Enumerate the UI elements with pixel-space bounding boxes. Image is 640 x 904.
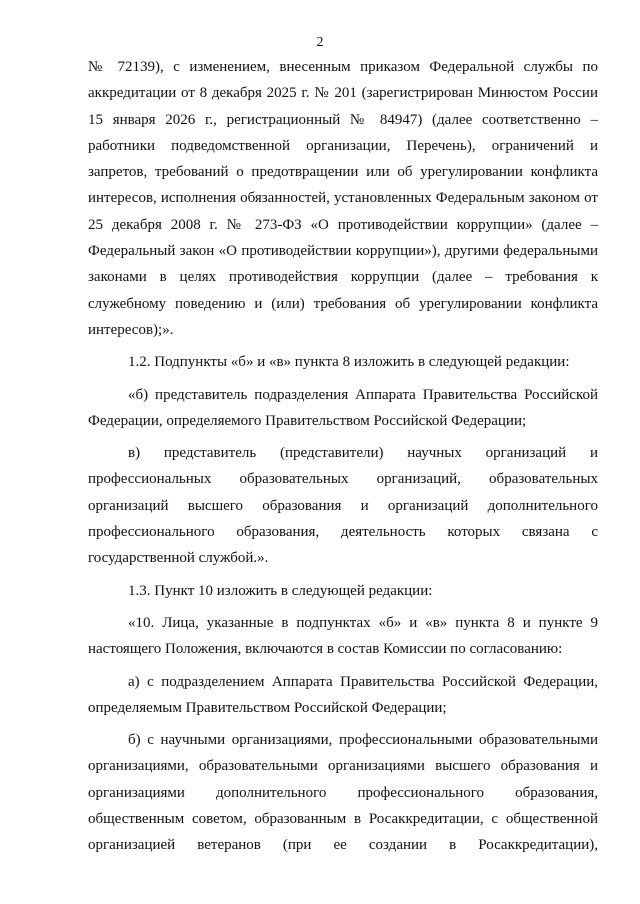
paragraph-point-10: «10. Лица, указанные в подпунктах «б» и «в» пункта 8 и пункте 9 настоящего Положения, включаются в состав Комиссии по согласованию: [88,614,598,658]
paragraph-continuation: № 72139), с изменением, внесенным приказом Федеральной службы по аккредитации от 8 декабря 2025 г. № 201 (зарегистрирован Минюстом России 15 января 2026 г., регистрационный № 84947) (далее соответственно – работники подведомственной организации, Перечень), ограничений и запретов, требований о предотвращении или об урегулировании конфликта интересов, исполнения обязанностей, установленных Федеральным законом от 25 декабря 2008 г. № 273-ФЗ «О противодействии коррупции» (далее – Федеральный закон «О противодействии коррупции»), другими федеральными законами в целях противодействия коррупции (далее – требования к служебному поведению и (или) требования об урегулировании конфликта интересов);». [88,59,598,338]
paragraph-subitem-v: в) представитель (представители) научных организаций и профессиональных образовательных организаций, образовательных организаций высшего образования и организаций дополнительного профессионального образования, деятельность которых связана с государственной службой.». [88,445,598,567]
paragraph-item-1-3: 1.3. Пункт 10 изложить в следующей редакции: [128,582,433,599]
paragraph-item-1-2: 1.2. Подпункты «б» и «в» пункта 8 изложить в следующей редакции: [128,354,570,371]
paragraph-point-10-b: б) с научными организациями, профессиональными образовательными организациями, образовательными организациями высшего образования и организациями дополнительного профессионального образования, общественным советом, образованным в Росаккредитации, с общественной организацией ветеранов (при ее создании в Росаккредитации), [88,732,598,854]
document-body [88,54,598,859]
paragraph-subitem-b: «б) представитель подразделения Аппарата Правительства Российской Федерации, определяемого Правительством Российской Федерации; [88,386,598,429]
page-number: 2 [316,35,324,50]
paragraph-point-10-a: а) с подразделением Аппарата Правительства Российской Федерации, определяемым Правительством Российской Федерации; [88,673,598,716]
